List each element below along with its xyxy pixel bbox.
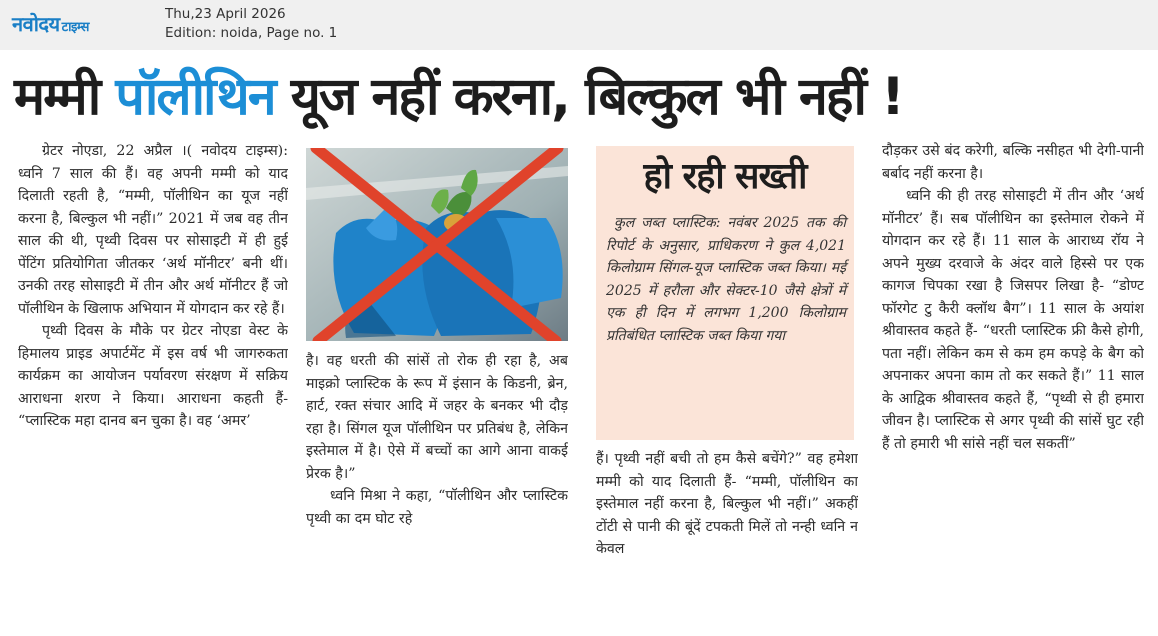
edition-info <box>165 5 337 43</box>
headline-part2: यूज नहीं करना, बिल्कुल भी नहीं ! <box>274 67 903 127</box>
plastic-bags-crossed-image <box>306 148 568 341</box>
paragraph: ग्रेटर नोएडा, 22 अप्रैल ।( नवोदय टाइम्स): ध्वनि 7 साल की हैं। वह अपनी मम्मी को याद दिलाती रहती है, “मम्मी, पॉलीथिन का यूज नहीं करना है, बिल्कुल भी नहीं।” 2021 में जब वह तीन साल की थी, पृथ्वी दिवस पर सोसाइटी में ही हुई पेंटिंग प्रतियोगिता जीतकर ‘अर्थ मॉनीटर’ बनी थीं। उनकी तरह सोसाइटी में तीन और अर्थ मॉनीटर हैं जो पॉलीथिन के खिलाफ अभियान में योगदान कर रहे हैं। <box>18 143 288 317</box>
sidebar-box <box>596 146 854 440</box>
logo-main: नवोदय <box>12 12 60 36</box>
headline-part1: मम्मी <box>14 67 116 127</box>
newspaper-logo[interactable] <box>12 10 89 37</box>
paragraph: दौड़कर उसे बंद करेगी, बल्कि नसीहत भी देगी-पानी बर्बाद नहीं करना है। <box>882 143 1144 182</box>
issue-date: Thu,23 April 2026 <box>165 6 286 22</box>
masthead-bar <box>0 0 1158 50</box>
page-headline <box>14 62 1154 132</box>
edition-page: Edition: noida, Page no. 1 <box>165 25 338 41</box>
article-photo <box>306 148 568 341</box>
logo-sub: टाइम्स <box>61 20 89 35</box>
article-column-3 <box>596 448 858 632</box>
paragraph: ध्वनि की ही तरह सोसाइटी में तीन और ‘अर्थ मॉनीटर’ हैं। सब पॉलीथिन का इस्तेमाल रोकने में योगदान कर रहे हैं। 11 साल के आराध्य रॉय ने अपने मुख्य दरवाजे के अंदर वाले हिस्से पर एक कागज चिपका रखा है जिसपर लिखा है- “डोण्ट फॉरगेट टु कैरी क्लॉथ बैग”। 11 साल के अयांश श्रीवास्तव कहते हैं- “धरती प्लास्टिक फ्री कैसे होगी, पता नहीं। लेकिन कम से कम हम कपड़े के बैग को अपनाकर अपना काम तो कर सकते हैं।” 11 साल के आद्विक श्रीवास्तव कहते हैं, “पृथ्वी से ही हमारा जीवन है। प्लास्टिक से अगर पृथ्वी की सांसें घुट रही हैं तो हमारी भी सांसे नहीं चल सकतीं” <box>882 188 1144 452</box>
article-column-4 <box>882 140 1144 632</box>
headline-highlight: पॉलीथिन <box>115 67 275 127</box>
article-column-1 <box>18 140 288 630</box>
paragraph: ध्वनि मिश्रा ने कहा, “पॉलीथिन और प्लास्टिक पृथ्वी का दम घोट रहे <box>306 488 568 527</box>
paragraph: पृथ्वी दिवस के मौके पर ग्रेटर नोएडा वेस्ट के हिमालय प्राइड अपार्टमेंट में इस वर्ष भी जागरुकता कार्यक्रम का आयोजन पर्यावरण संरक्षण में सक्रिय आराधना शरण ने किया। आराधना कहती हैं- “प्लास्टिक महा दानव बन चुका है। वह ‘अमर’ <box>18 323 288 429</box>
article-column-2 <box>306 350 568 632</box>
box-title: हो रही सख्ती <box>643 156 807 197</box>
paragraph: हैं। पृथ्वी नहीं बची तो हम कैसे बचेंगे?” वह हमेशा मम्मी को याद दिलाती हैं- “मम्मी, पॉलीथिन का इस्तेमाल नहीं करना है, बिल्कुल भी नहीं।” अकहीं टोंटी से पानी की बूंदें टपकती मिलें तो नन्ही ध्वनि न केवल <box>596 451 858 557</box>
box-body: कुल जब्त प्लास्टिक: नवंबर 2025 तक की रिपोर्ट के अनुसार, प्राधिकरण ने कुल 4,021 किलोग्राम सिंगल-यूज प्लास्टिक जब्त किया। मई 2025 में हरौला और सेक्टर-10 जैसे क्षेत्रों में एक ही दिन में लगभग 1,200 किलोग्राम प्रतिबंधित प्लास्टिक जब्त किया गया <box>606 215 846 344</box>
paragraph: है। वह धरती की सांसें तो रोक ही रहा है, अब माइक्रो प्लास्टिक के रूप में इंसान के किडनी, ब्रेन, हार्ट, रक्त संचार आदि में जहर के बनकर भी दौड़ रहा है। सिंगल यूज पॉलीथिन पर प्रतिबंध है, लेकिन इस्तेमाल में है। ऐसे में बच्चों का आगे आना वाकई प्रेरक है।” <box>306 353 568 482</box>
